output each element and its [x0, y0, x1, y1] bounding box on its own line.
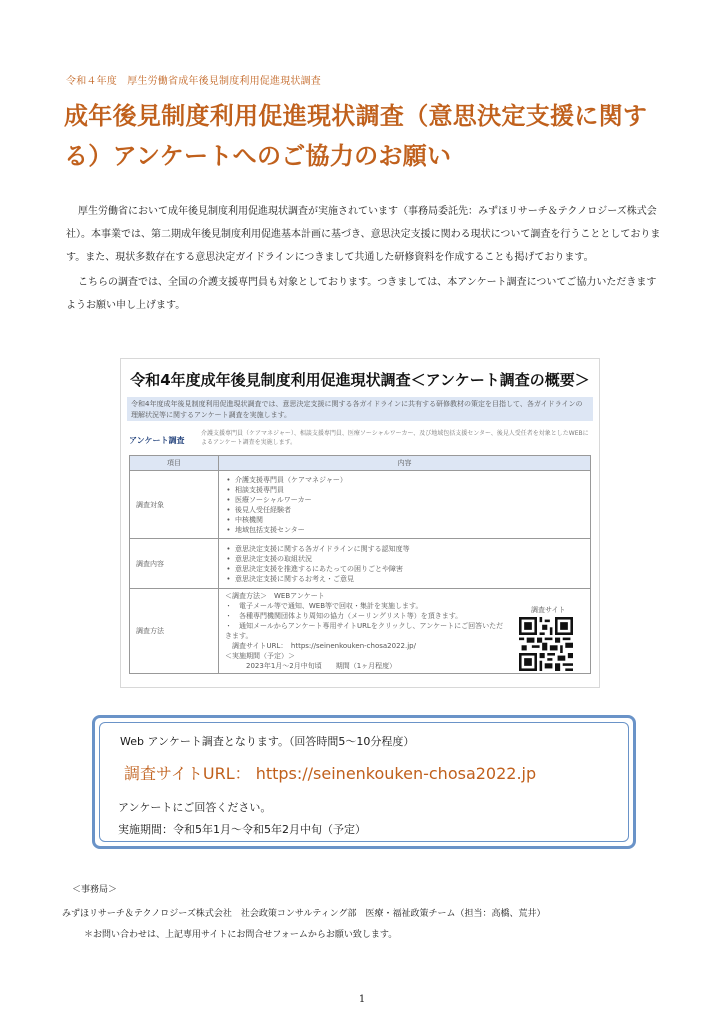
office-name: みずほリサーチ＆テクノロジーズ株式会社 社会政策コンサルティング部 医療・福祉政策チーム（担当：高橋、荒井） — [62, 909, 546, 919]
office-label: ＜事務局＞ — [72, 885, 118, 895]
paragraph-2: こちらの調査では、全国の介護支援専門員も対象としております。つきましては、本アンケート調査についてご協力いただきますようお願い申し上げます。 — [66, 277, 657, 311]
notice-line-3: アンケートにご回答ください。 — [118, 801, 272, 814]
overview-label: アンケート調査 — [129, 436, 185, 445]
row-items — [225, 544, 584, 584]
row-key: 調査方法 — [130, 589, 219, 674]
list-item: • 意思決定支援を推進するにあたっての困りごとや障害 — [235, 564, 584, 574]
page-number: 1 — [358, 994, 366, 1005]
list-item: • 相談支援専門員 — [235, 485, 584, 495]
list-item: • 意思決定支援に関するお考え・ご意見 — [235, 574, 584, 584]
method-line: ・ 電子メール等で通知、WEB等で回収・集計を実施します。 — [225, 602, 423, 610]
row-key: 調査内容 — [130, 539, 219, 589]
table-header-item: 項目 — [130, 456, 219, 471]
row-key: 調査対象 — [130, 471, 219, 539]
overview-description: 令和4年度成年後見制度利用促進現状調査では、意思決定支援に関する各ガイドラインに共有する研修教材の策定を目指して、各ガイドラインの理解状況等に関するアンケート調査を実施します。 — [127, 397, 593, 421]
table-row — [130, 471, 591, 539]
page-title: 成年後見制度利用促進現状調査（意思決定支援に関する）アンケートへのご協力のお願い — [64, 102, 648, 170]
method-line: ＜実施期間（予定）＞ — [225, 652, 295, 660]
notice-box — [92, 715, 636, 849]
paragraph-1: 厚生労働省において成年後見制度利用促進現状調査が実施されています（事務局委託先：みずほリサーチ＆テクノロジーズ株式会社）。本事業では、第二期成年後見制度利用促進基本計画に基づき、意思決定支援に関わる現状について調査を行うこととしております。また、現状多数存在する意思決定ガイドラインにつきまして共通した研修資料を作成することも掲げております。 — [66, 206, 661, 263]
survey-overview-image — [120, 358, 600, 688]
method-line: ・ 各種専門機関団体より周知の協力（メーリングリスト等）を頂きます。 — [225, 612, 463, 620]
notice-line-1: Web アンケート調査となります。（回答時間5～10分程度） — [120, 735, 415, 748]
overview-title: 令和4年度成年後見制度利用促進現状調査＜アンケート調査の概要＞ — [130, 371, 590, 389]
method-line: ・ 通知メールからアンケート専用サイトURLをクリックし、アンケートにご回答いただきます。 — [225, 622, 504, 640]
survey-url: 調査サイトURL： https://seinenkouken-chosa2022.jp — [124, 764, 537, 783]
body-text — [66, 200, 662, 319]
method-line: 調査サイトURL： https://seinenkouken-chosa2022.jp/ — [225, 642, 416, 650]
table-header-content: 内容 — [219, 456, 591, 471]
overview-label-note: 介護支援専門員（ケアマネジャー）、相談支援専門員、医療ソーシャルワーカー、及び地域包括支援センター、後見人受任者を対象としたWEBによるアンケート調査を実施します。 — [201, 430, 589, 446]
qr-code-icon — [519, 617, 573, 671]
row-items — [225, 475, 584, 535]
list-item: • 後見人受任経験者 — [235, 505, 584, 515]
list-item: • 地域包括支援センター — [235, 525, 584, 535]
contact-note: ＊お問い合わせは、上記専用サイトにお問合せフォームからお願い致します。 — [84, 930, 398, 940]
method-line: 2023年1月～2月中旬頃 期間（1ヶ月程度） — [225, 662, 397, 670]
list-item: • 介護支援専門員（ケアマネジャー） — [235, 475, 584, 485]
notice-period: 実施期間：令和5年1月～令和5年2月中旬（予定） — [118, 823, 366, 836]
method-line: ＜調査方法＞ WEBアンケート — [225, 592, 325, 600]
list-item: • 医療ソーシャルワーカー — [235, 495, 584, 505]
qr-label: 調査サイト — [531, 606, 566, 614]
list-item: • 意思決定支援の取組状況 — [235, 554, 584, 564]
list-item: • 意思決定支援に関する各ガイドラインに関する認知度等 — [235, 544, 584, 554]
list-item: • 中核機関 — [235, 515, 584, 525]
subheading: 令和４年度 厚生労働省成年後見制度利用促進現状調査 — [66, 76, 321, 87]
table-row — [130, 539, 591, 589]
